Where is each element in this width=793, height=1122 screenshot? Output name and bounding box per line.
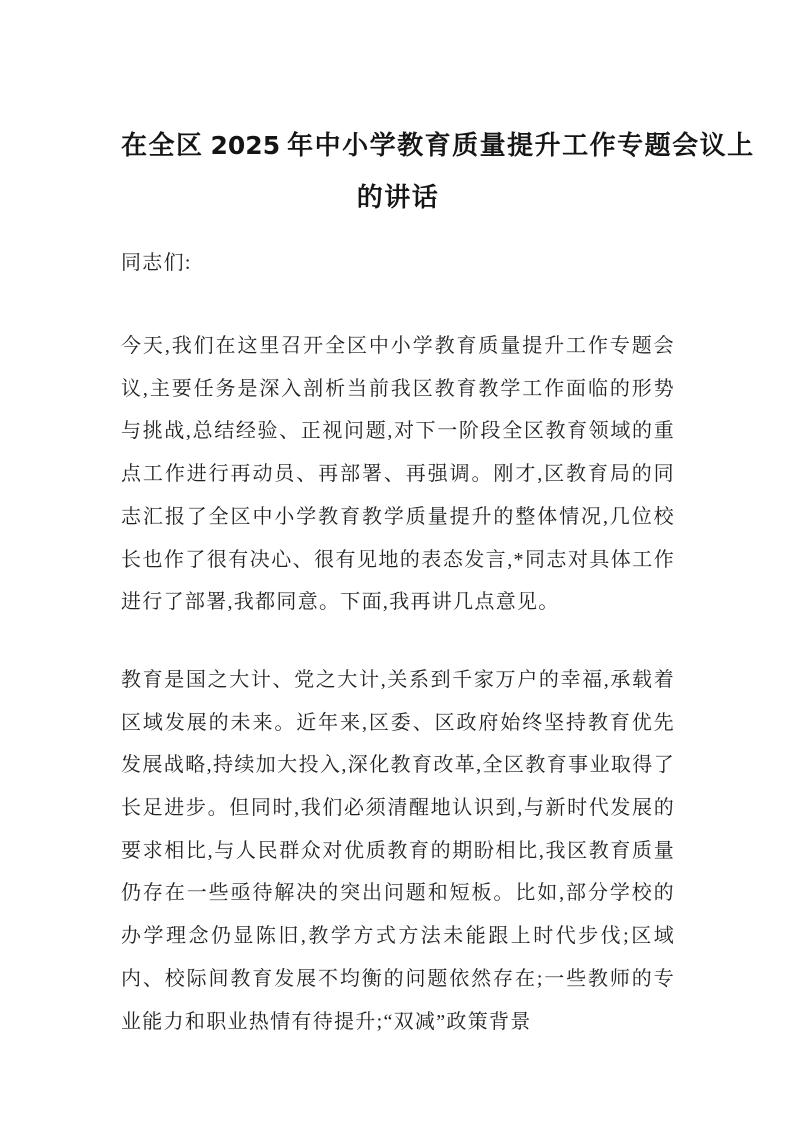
title-line-2: 的讲话	[356, 183, 440, 212]
title-line-1	[121, 120, 755, 172]
paragraph-intro: 今天,我们在这里召开全区中小学教育质量提升工作专题会议,主要任务是深入剖析当前我区教育教学工作面临的形势与挑战,总结经验、正视问题,对下一阶段全区教育领域的重点工作进行再动员、再部署、再强调。刚才,区教育局的同志汇报了全区中小学教育教学质量提升的整体情况,几位校长也作了很有决心、很有见地的表态发言,*同志对具体工作进行了部署,我都同意。下面,我再讲几点意见。	[121, 335, 675, 614]
title-suffix: 年中小学教育质量提升工作专题会议上	[287, 131, 755, 160]
title-prefix: 在全区	[121, 131, 204, 160]
paragraph-body: 教育是国之大计、党之大计,关系到千家万户的幸福,承载着区域发展的未来。近年来,区委、区政府始终坚持教育优先发展战略,持续加大投入,深化教育改革,全区教育事业取得了长足进步。但同时,我们必须清醒地认识到,与新时代发展的要求相比,与人民群众对优质教育的期盼相比,我区教育质量仍存在一些亟待解决的突出问题和短板。比如,部分学校的办学理念仍显陈旧,教学方式方法未能跟上时代步伐;区域内、校际间教育发展不均衡的问题依然存在;一些教师的专业能力和职业热情有待提升;“双减”政策背景	[121, 668, 675, 1033]
title-year: 2025	[210, 131, 281, 160]
greeting-line: 同志们:	[121, 252, 192, 274]
document-title	[121, 120, 755, 224]
